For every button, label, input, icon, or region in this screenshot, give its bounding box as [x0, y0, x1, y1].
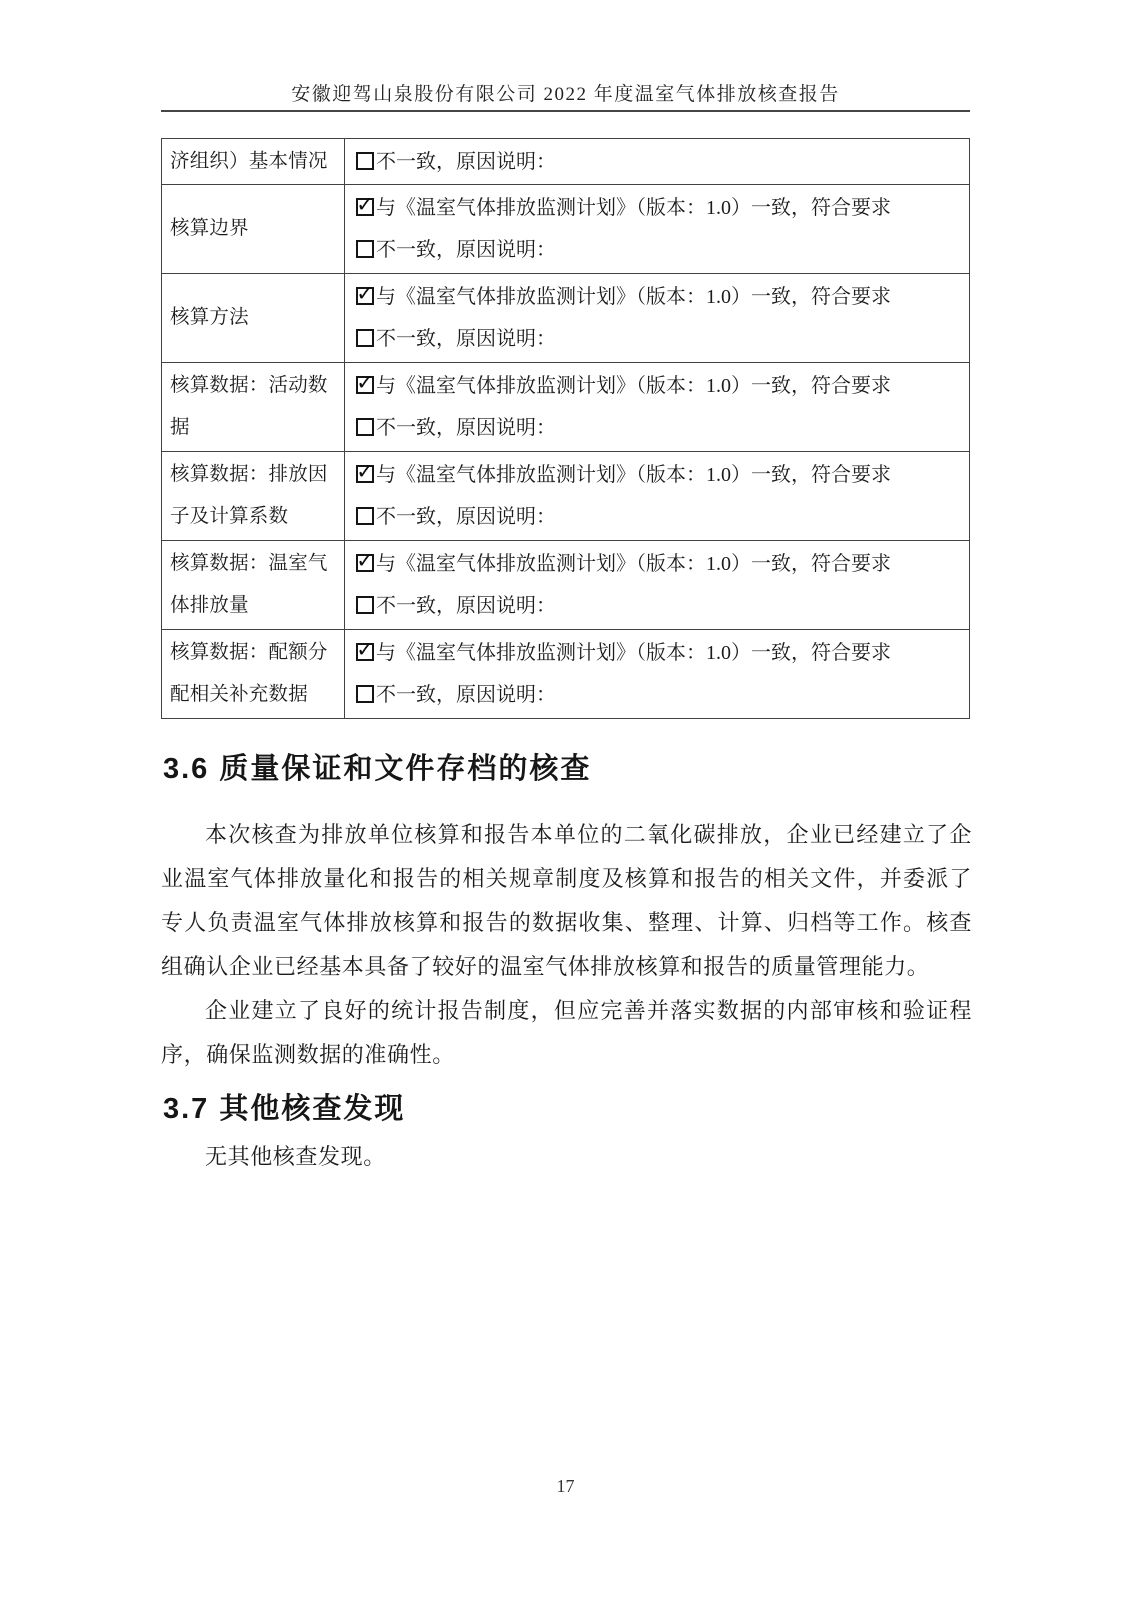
option-text: 不一致，原因说明：: [376, 328, 556, 350]
checkbox-unchecked-icon: [356, 685, 374, 703]
row-options: [345, 452, 970, 541]
row-options: [345, 274, 970, 363]
checkbox-line: [356, 454, 961, 496]
table-row: [162, 274, 970, 363]
row-options: [345, 630, 970, 719]
checkbox-line: [356, 674, 961, 716]
checkbox-line: [356, 229, 961, 271]
checkbox-unchecked-icon: [356, 596, 374, 614]
section-3-7-body: [161, 1135, 972, 1179]
checkbox-line: [356, 141, 961, 183]
option-text: 不一致，原因说明：: [376, 506, 556, 528]
checkbox-line: [356, 585, 961, 627]
row-label: 核算边界: [162, 185, 345, 274]
option-text: 与《温室气体排放监测计划》（版本：1.0）一致，符合要求: [376, 464, 891, 486]
paragraph: 本次核查为排放单位核算和报告本单位的二氧化碳排放，企业已经建立了企业温室气体排放量化和报告的相关规章制度及核算和报告的相关文件，并委派了专人负责温室气体排放核算和报告的数据收集、整理、计算、归档等工作。核查组确认企业已经基本具备了较好的温室气体排放核算和报告的质量管理能力。: [161, 822, 972, 979]
table-row: [162, 185, 970, 274]
paragraph: 无其他核查发现。: [205, 1144, 386, 1169]
row-label: 济组织）基本情况: [162, 139, 345, 185]
checkbox-line: [356, 632, 961, 674]
checkbox-checked-icon: [356, 287, 374, 305]
row-label: 核算方法: [162, 274, 345, 363]
option-text: 与《温室气体排放监测计划》（版本：1.0）一致，符合要求: [376, 197, 891, 219]
row-options: [345, 139, 970, 185]
option-text: 不一致，原因说明：: [376, 417, 556, 439]
paragraph: 企业建立了良好的统计报告制度，但应完善并落实数据的内部审核和验证程序，确保监测数据的准确性。: [161, 998, 972, 1067]
checkbox-unchecked-icon: [356, 240, 374, 258]
option-text: 与《温室气体排放监测计划》（版本：1.0）一致，符合要求: [376, 375, 891, 397]
checkbox-unchecked-icon: [356, 329, 374, 347]
checkbox-checked-icon: [356, 376, 374, 394]
row-options: [345, 185, 970, 274]
row-label: 核算数据：配额分配相关补充数据: [162, 630, 345, 719]
checkbox-checked-icon: [356, 643, 374, 661]
row-label: 核算数据：排放因子及计算系数: [162, 452, 345, 541]
section-3-6-body: [161, 813, 972, 1077]
checkbox-unchecked-icon: [356, 152, 374, 170]
option-text: 不一致，原因说明：: [376, 684, 556, 706]
section-heading-3-6: 3.6 质量保证和文件存档的核查: [163, 753, 592, 785]
checkbox-unchecked-icon: [356, 418, 374, 436]
header-rule: [161, 110, 970, 112]
table-row: [162, 630, 970, 719]
checkbox-line: [356, 365, 961, 407]
table-row: [162, 452, 970, 541]
row-options: [345, 541, 970, 630]
row-label: 核算数据：活动数据: [162, 363, 345, 452]
checkbox-unchecked-icon: [356, 507, 374, 525]
checkbox-checked-icon: [356, 554, 374, 572]
option-text: 与《温室气体排放监测计划》（版本：1.0）一致，符合要求: [376, 286, 891, 308]
checkbox-line: [356, 318, 961, 360]
option-text: 与《温室气体排放监测计划》（版本：1.0）一致，符合要求: [376, 553, 891, 575]
checkbox-checked-icon: [356, 198, 374, 216]
checkbox-line: [356, 276, 961, 318]
option-text: 与《温室气体排放监测计划》（版本：1.0）一致，符合要求: [376, 642, 891, 664]
table-row: [162, 541, 970, 630]
table-row: [162, 363, 970, 452]
option-text: 不一致，原因说明：: [376, 150, 556, 173]
checkbox-checked-icon: [356, 465, 374, 483]
checkbox-line: [356, 543, 961, 585]
checkbox-line: [356, 187, 961, 229]
verification-table: [161, 138, 970, 719]
option-text: 不一致，原因说明：: [376, 595, 556, 617]
table-row: [162, 139, 970, 185]
checkbox-line: [356, 407, 961, 449]
header-title: 安徽迎驾山泉股份有限公司 2022 年度温室气体排放核查报告: [291, 84, 840, 105]
verification-table-body: [162, 139, 970, 719]
checkbox-line: [356, 496, 961, 538]
page-number: 17: [556, 1476, 575, 1496]
row-label: 核算数据：温室气体排放量: [162, 541, 345, 630]
option-text: 不一致，原因说明：: [376, 239, 556, 261]
row-options: [345, 363, 970, 452]
section-heading-3-7: 3.7 其他核查发现: [163, 1093, 406, 1125]
